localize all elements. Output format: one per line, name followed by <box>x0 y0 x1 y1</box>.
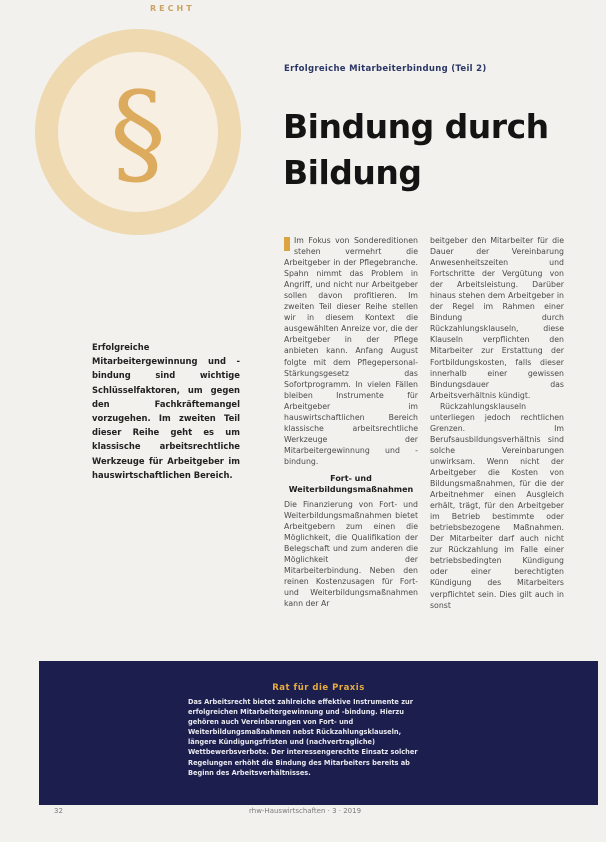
body-paragraph: Die Finanzierung von Fort- und Weiterbildungsmaßnahmen bietet Arbeitgebern zum einen die Möglichkeit, die Qualifikation der Belegschaft und zum anderen die Möglichkeit der Mitarbeiterbindung. Neben den reinen Kostenzusagen für Fort- und Weiterbildungsmaßnahmen kann der Ar <box>284 499 418 609</box>
body-column-1 <box>284 235 418 620</box>
issue-info: rhw-Hauswirtschaften · 3 · 2019 <box>249 807 362 815</box>
article-kicker: Erfolgreiche Mitarbeiterbindung (Teil 2) <box>284 64 487 74</box>
practice-tip-title: Rat für die Praxis <box>272 683 365 693</box>
paragraph-emblem <box>28 22 248 242</box>
practice-tip-text: Das Arbeitsrecht bietet zahlreiche effektive Instrumente zur erfolgreichen Mitarbeitergewinnung und -bindung. Hierzu gehören auch Vereinbarungen von Fort- und Weiterbildungsmaßnahmen nebst Rückzahlungsklauseln, längere Kündigungsfristen und (nachvertragliche) Wettbewerbsverbote. Der interessengerechte Einsatz solcher Regelungen erhöht die Bindung des Mitarbeiters bereits ab Beginn des Arbeitsverhältnisses. <box>188 698 418 777</box>
body-paragraph: beitgeber den Mitarbeiter für die Dauer der Vereinbarung Anwesenheitszeiten und Fortschritte der Vergütung von der Arbeitsleistung. Darüber hinaus stehen dem Arbeitgeber in der Regel im Rahmen einer Bindung durch Rückzahlungsklauseln, diese Klauseln verpflichten den Mitarbeiter zur Erstattung der Fortbildungskosten, falls dieser innerhalb einer gewissen Bindungsdauer das Arbeitsverhältnis kündigt. <box>430 236 564 400</box>
page-number: 32 <box>54 807 63 815</box>
article-headline: Bindung durch Bildung <box>283 107 549 192</box>
practice-tip-box <box>39 661 598 805</box>
body-paragraph: Im Fokus von Sondereditionen stehen vermehrt die Arbeitgeber in der Pflegebranche. Spahn nimmt das Problem in Angriff, und nicht nur Arbeitgeber sollen davon profitieren. Im zweiten Teil dieser Reihe stellen wir in diesem Kontext die ausgewählten Anreize vor, die der Arbeitgeber in der Pflege anbieten kann. Anfang August folgte mit dem Pflegepersonal-Stärkungsgesetz das Sofortprogramm. In vielen Fällen bleiben Instrumente für Arbeitgeber im hauswirtschaftlichen Bereich klassische arbeitsrechtliche Werkzeuge der Mitarbeitergewinnung und -bindung. <box>284 236 418 466</box>
subheading: Fort- und Weiterbildungsmaßnahmen <box>288 473 414 494</box>
body-paragraph: Rückzahlungsklauseln unterliegen jedoch rechtlichen Grenzen. Im Berufsausbildungsverhältnis sind solche Vereinbarungen unwirksam. Wenn nicht der Arbeitgeber die Kosten von Bildungsmaßnahmen, für die der Arbeitnehmer einen Ausgleich erhält, trägt, für den Arbeitgeber im Betrieb bestimmte oder betriebsbezogene Maßnahmen. Der Mitarbeiter darf auch nicht zur Rückzahlung im Falle einer betriebsbedingten Kündigung oder einer berechtigten Kündigung des Mitarbeiters verpflichtet sein. Dies gilt auch in sonst <box>430 401 564 610</box>
article-intro: Erfolgreiche Mitarbeitergewinnung und -bindung sind wichtige Schlüsselfaktoren, um gegen den Fachkräftemangel vorzugehen. Im zweiten Teil dieser Reihe geht es um klassische arbeitsrechtliche Werkzeuge für Arbeitgeber im hauswirtschaftlichen Bereich. <box>92 342 240 480</box>
section-tag: RECHT <box>150 4 195 13</box>
paragraph-sign-icon: § <box>110 69 166 199</box>
dropcap-bar <box>284 237 290 251</box>
body-column-2 <box>430 235 564 630</box>
